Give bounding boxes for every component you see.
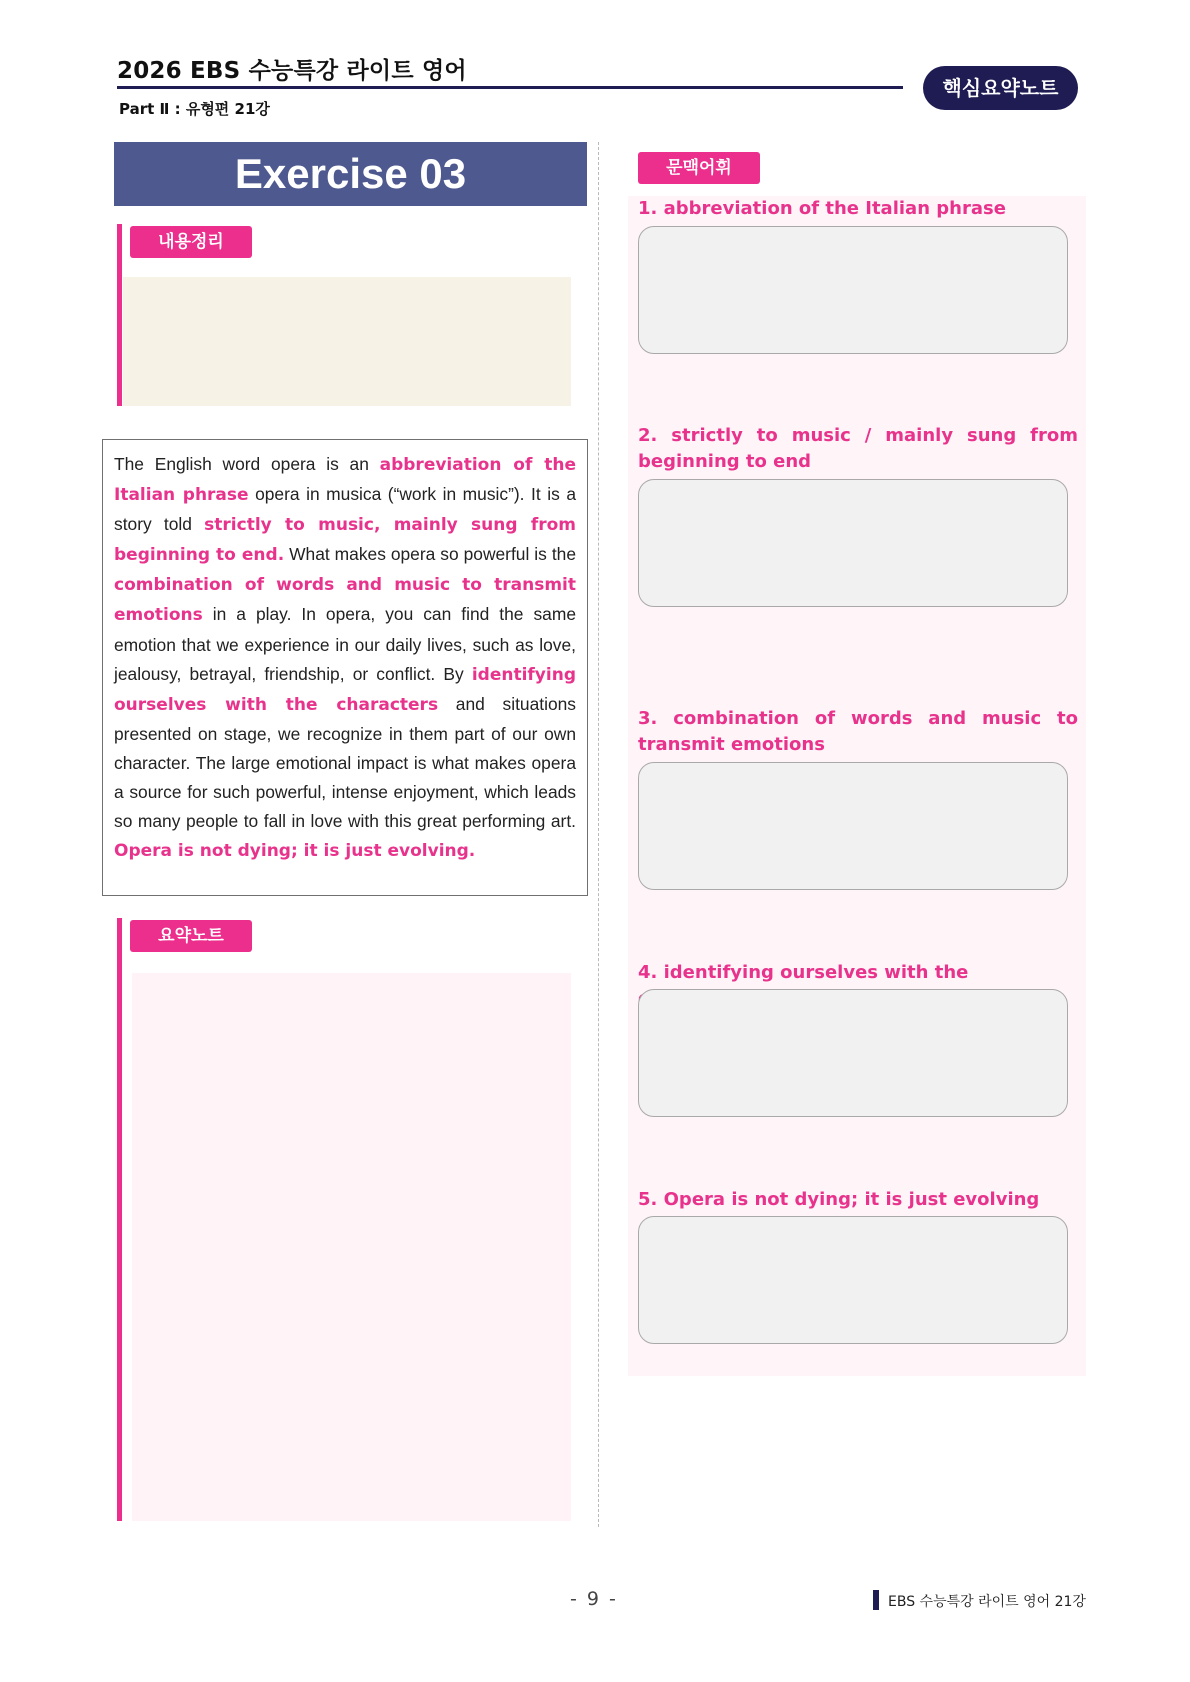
passage-segment: and situations presented on stage, we recognize in them part of our own character. The large emotional impact is what makes opera a source for such powerful, intense enjoyment, which leads so many people to fall in love with this great performing art.	[114, 693, 576, 832]
vocab-answer-box-5[interactable]	[638, 1216, 1068, 1344]
exercise-title: Exercise 03	[114, 142, 587, 206]
header-badge: 핵심요약노트	[923, 66, 1078, 110]
passage-highlight: combination of words and music to transmit emotions	[114, 575, 576, 626]
document-subtitle: Part Ⅱ : 유형편 21강	[119, 100, 270, 118]
passage-text	[114, 450, 576, 866]
content-answer-box	[123, 277, 571, 406]
passage-segment: What makes opera so powerful is the	[284, 544, 576, 565]
vocab-label-1: 1. abbreviation of the Italian phrase	[638, 198, 1006, 219]
page-number: - 9 -	[570, 1588, 618, 1610]
vocab-label-5: 5. Opera is not dying; it is just evolving	[638, 1189, 1040, 1210]
passage-segment: in a play. In opera, you can find the same emotion that we experience in our daily lives, such as love, jealousy, betrayal, friendship, or conflict. By	[114, 604, 576, 684]
passage-segment: The English word opera is an	[114, 454, 380, 474]
vocab-label-4: 4. identifying ourselves with the	[638, 962, 969, 983]
column-divider	[598, 142, 599, 1527]
passage-box	[102, 439, 588, 896]
content-accent-bar	[117, 224, 122, 406]
vocab-label-3: 3. combination of words and music to transmit emotions	[638, 708, 1078, 755]
passage-highlight: identifying ourselves with the characters	[114, 664, 576, 715]
summary-accent-bar	[117, 918, 122, 1521]
vocab-answer-box-1[interactable]	[638, 226, 1068, 354]
footer-text: EBS 수능특강 라이트 영어 21강	[888, 1594, 1086, 1610]
header-rule	[117, 86, 903, 89]
summary-tag: 요약노트	[130, 920, 252, 952]
summary-answer-box	[132, 973, 571, 1521]
vocab-answer-box-2[interactable]	[638, 479, 1068, 607]
document-title: 2026 EBS 수능특강 라이트 영어	[117, 58, 467, 84]
vocab-label-2: 2. strictly to music / mainly sung from beginning to end	[638, 425, 1078, 472]
passage-highlight: Opera is not dying; it is just evolving.	[114, 841, 476, 862]
passage-highlight: abbreviation of the Italian phrase	[114, 455, 576, 506]
footer-accent-bar	[873, 1590, 879, 1610]
vocab-answer-box-3[interactable]	[638, 762, 1068, 890]
vocab-tag: 문맥어휘	[638, 152, 760, 184]
vocab-answer-box-4[interactable]	[638, 989, 1068, 1117]
passage-segment: opera in musica (“work in music”). It is a story told	[114, 484, 576, 535]
content-tag: 내용정리	[130, 226, 252, 258]
passage-highlight: strictly to music, mainly sung from beginning to end.	[114, 515, 577, 566]
